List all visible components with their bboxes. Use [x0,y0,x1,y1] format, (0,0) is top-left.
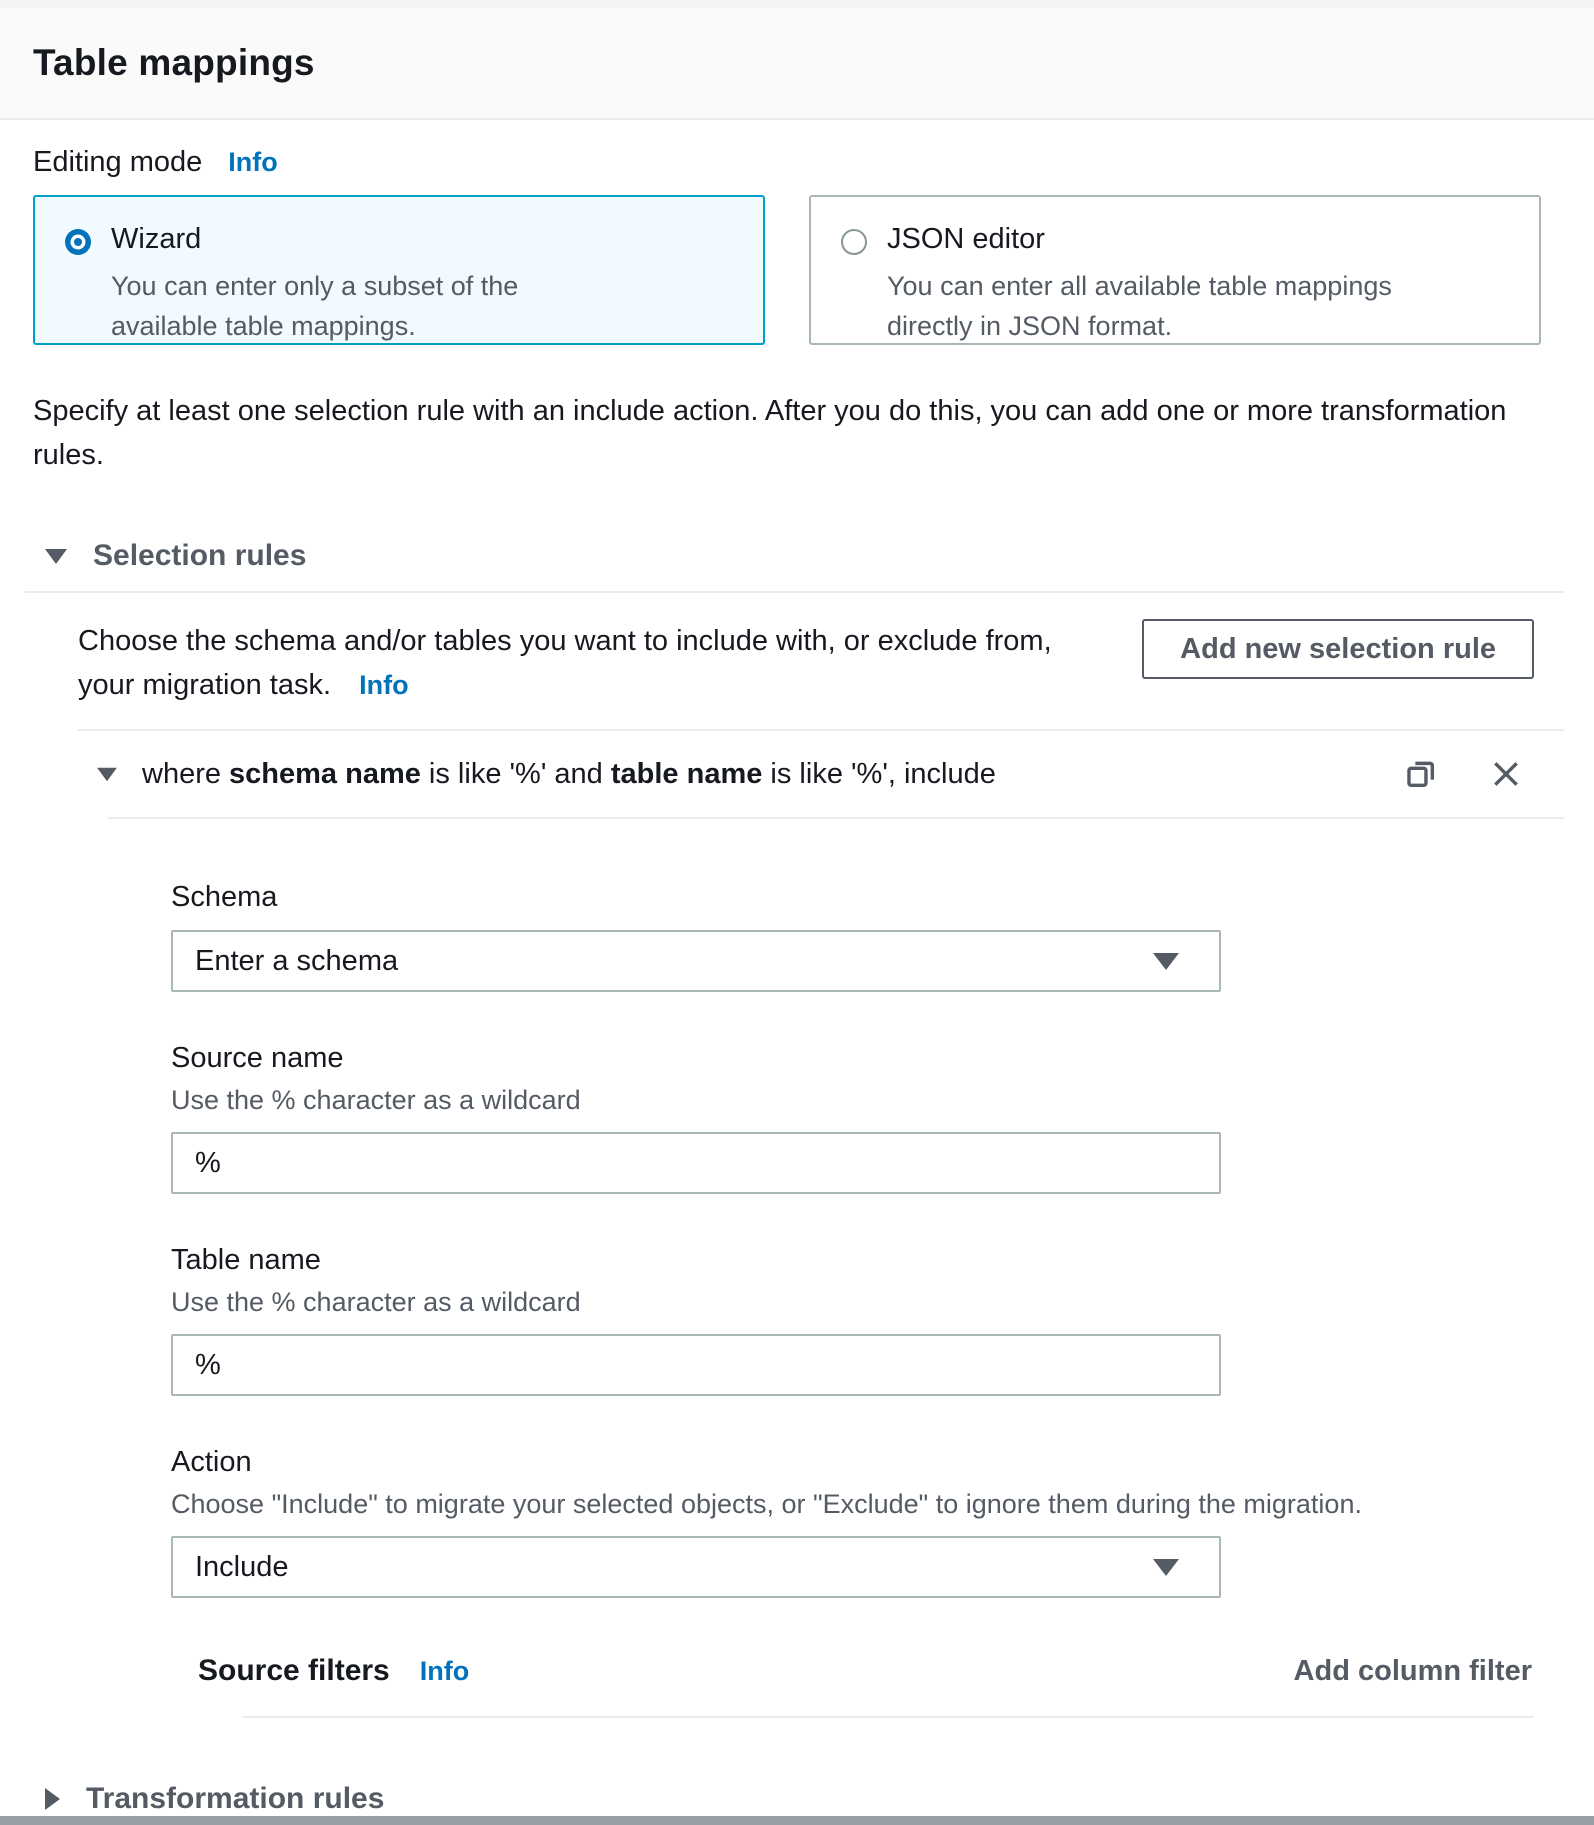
selection-rule-summary [142,758,1404,791]
chevron-down-icon[interactable] [97,767,117,781]
intro-text: Specify at least one selection rule with an include action. After you do this, you can add one or more transformation rules. [33,395,1507,471]
divider [243,1716,1534,1718]
selection-rules-description-text: Choose the schema and/or tables you want to include with, or exclude from, your migration task. [78,625,1052,701]
table-name-label: Table name [171,1244,321,1276]
divider [108,817,1564,819]
remove-rule-button[interactable] [1490,758,1522,790]
source-name-hint: Use the % character as a wildcard [171,1085,581,1115]
selection-rules-title: Selection rules [93,539,307,572]
rule-summary-table: table name [610,757,763,790]
transformation-rules-section-header[interactable] [33,1782,1564,1816]
editing-mode-row [33,146,1564,179]
copy-icon [1404,757,1438,791]
chevron-down-icon [1153,1559,1179,1576]
chevron-right-icon [45,1788,60,1810]
editing-mode-label: Editing mode [33,146,203,178]
panel-header [0,8,1594,120]
panel-content [0,120,1594,1816]
selection-rule-form [78,881,1564,1598]
wizard-mode-label: Wizard [111,223,202,255]
source-filters-title: Source filters [198,1654,390,1687]
selection-rules-description [78,619,1098,707]
source-name-field-group [171,1042,1564,1194]
source-filters-row [78,1654,1564,1688]
transformation-rules-title: Transformation rules [86,1782,385,1815]
selection-rules-desc-row [78,619,1564,707]
schema-select-value: Enter a schema [195,944,399,977]
action-label: Action [171,1446,252,1478]
rule-actions [1404,757,1522,791]
bottom-divider-bar [0,1816,1594,1825]
editing-mode-info-link[interactable]: Info [228,147,278,177]
chevron-down-icon [45,549,67,564]
radio-unselected-icon[interactable] [841,229,867,255]
action-hint: Choose "Include" to migrate your selected objects, or "Exclude" to ignore them during the migration. [171,1489,1362,1519]
add-selection-rule-button[interactable]: Add new selection rule [1142,619,1534,679]
divider [25,591,1564,593]
rule-summary-text: where [142,757,230,790]
close-icon [1490,758,1522,790]
source-filters-info-link[interactable]: Info [419,1656,470,1686]
add-column-filter-button[interactable]: Add column filter [1293,1655,1532,1687]
schema-select[interactable] [171,930,1221,992]
selection-rules-body [33,619,1564,1718]
page-title: Table mappings [33,42,315,83]
source-name-label: Source name [171,1042,344,1074]
json-editor-mode-label: JSON editor [887,223,1045,255]
action-select-value: Include [195,1550,289,1583]
rule-summary-text: is like '%' and [420,757,611,790]
table-name-hint: Use the % character as a wildcard [171,1287,581,1317]
schema-label: Schema [171,881,278,913]
action-select[interactable] [171,1536,1221,1598]
top-divider-strip [0,0,1594,8]
rule-summary-schema: schema name [229,757,421,790]
json-editor-mode-card[interactable] [809,195,1541,345]
selection-rules-section-header[interactable] [33,539,1564,573]
table-name-input[interactable] [171,1334,1221,1396]
selection-rules-info-link[interactable]: Info [359,670,409,700]
table-name-field-group [171,1244,1564,1396]
editing-mode-options [33,195,1564,345]
wizard-mode-card[interactable] [33,195,765,345]
action-field-group [171,1446,1564,1598]
chevron-down-icon [1153,953,1179,970]
selection-rule-header [78,731,1564,817]
wizard-mode-description: You can enter only a subset of the available table mappings. [111,271,519,341]
rule-summary-text: is like '%', include [762,757,996,790]
radio-selected-icon[interactable] [65,229,91,255]
duplicate-rule-button[interactable] [1404,757,1438,791]
json-editor-mode-description: You can enter all available table mappings directly in JSON format. [887,271,1392,341]
source-name-input[interactable] [171,1132,1221,1194]
schema-field-group [171,881,1564,992]
